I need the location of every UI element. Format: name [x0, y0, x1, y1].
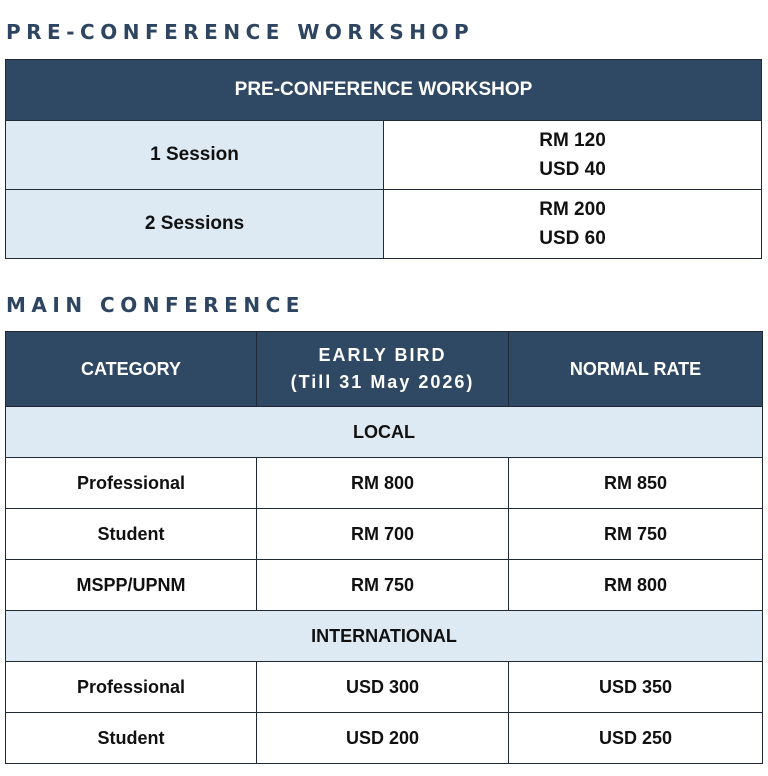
workshop-pricing-table — [5, 59, 762, 259]
early-bird-price-cell: RM 750 — [257, 560, 509, 611]
normal-rate-price-cell: USD 250 — [509, 713, 763, 764]
category-cell: Professional — [6, 458, 257, 509]
early-bird-deadline: (Till 31 May 2026) — [290, 372, 475, 392]
international-group-label: INTERNATIONAL — [6, 611, 763, 662]
early-bird-price-cell: USD 200 — [257, 713, 509, 764]
international-group-row — [6, 611, 763, 662]
table-row — [6, 509, 763, 560]
workshop-table-header-row — [6, 60, 762, 121]
main-conference-section-title: MAIN CONFERENCE — [6, 293, 305, 317]
table-row — [6, 662, 763, 713]
table-row — [6, 713, 763, 764]
category-cell: MSPP/UPNM — [6, 560, 257, 611]
price-rm: RM 200 — [539, 199, 606, 220]
price-rm: RM 120 — [539, 130, 606, 151]
early-bird-price-cell: USD 300 — [257, 662, 509, 713]
normal-rate-column-header: NORMAL RATE — [509, 332, 763, 407]
category-column-header: CATEGORY — [6, 332, 257, 407]
table-row — [6, 560, 763, 611]
workshop-session-label: 1 Session — [6, 121, 384, 190]
main-table-header-row — [6, 332, 763, 407]
normal-rate-price-cell: RM 800 — [509, 560, 763, 611]
main-conference-pricing-table — [5, 331, 763, 764]
table-row — [6, 190, 762, 259]
table-row — [6, 458, 763, 509]
workshop-table-header: PRE-CONFERENCE WORKSHOP — [6, 60, 762, 121]
workshop-session-price — [384, 190, 762, 259]
category-cell: Student — [6, 509, 257, 560]
workshop-session-label: 2 Sessions — [6, 190, 384, 259]
price-usd: USD 40 — [539, 159, 606, 180]
normal-rate-price-cell: RM 750 — [509, 509, 763, 560]
normal-rate-price-cell: RM 850 — [509, 458, 763, 509]
local-group-row — [6, 407, 763, 458]
early-bird-column-header — [257, 332, 509, 407]
price-usd: USD 60 — [539, 228, 606, 249]
table-row — [6, 121, 762, 190]
normal-rate-price-cell: USD 350 — [509, 662, 763, 713]
workshop-section-title: PRE-CONFERENCE WORKSHOP — [6, 20, 475, 44]
category-cell: Professional — [6, 662, 257, 713]
local-group-label: LOCAL — [6, 407, 763, 458]
early-bird-label: EARLY BIRD — [318, 345, 447, 365]
category-cell: Student — [6, 713, 257, 764]
early-bird-price-cell: RM 700 — [257, 509, 509, 560]
early-bird-price-cell: RM 800 — [257, 458, 509, 509]
workshop-session-price — [384, 121, 762, 190]
